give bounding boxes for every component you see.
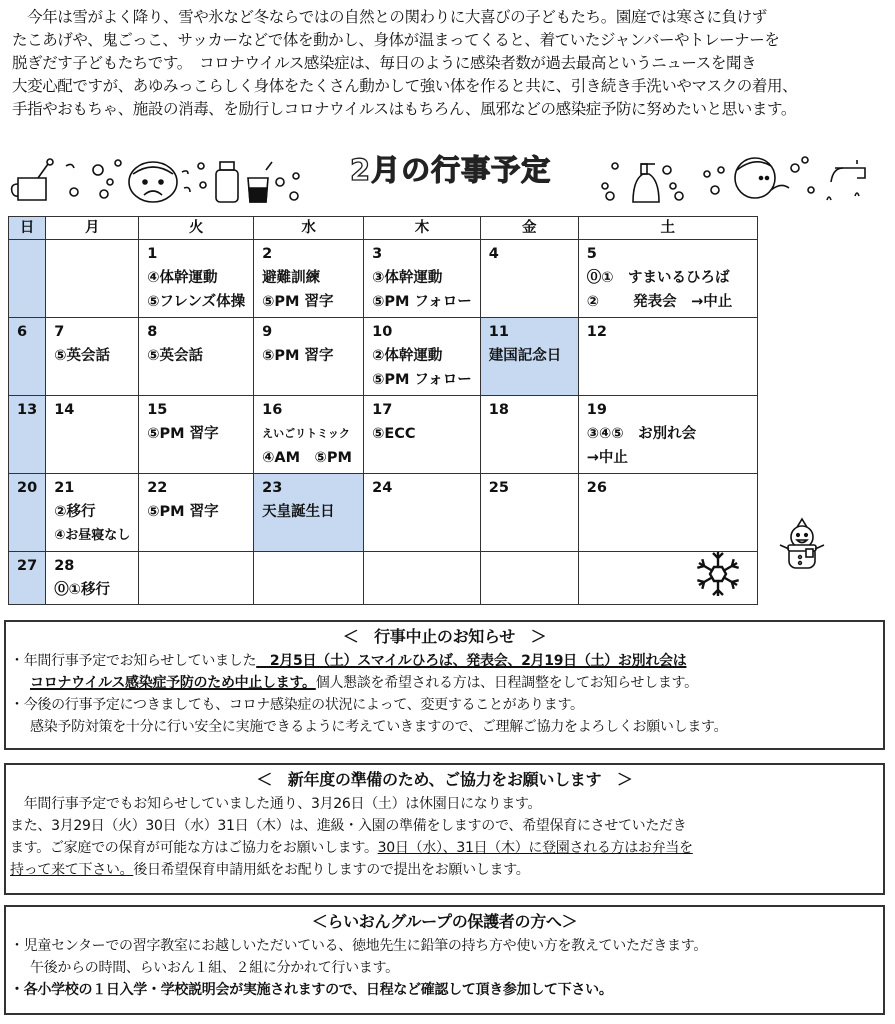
event-item: ⑤英会話: [147, 348, 203, 364]
calendar-week-row: [9, 318, 758, 396]
day-number: 18: [488, 402, 509, 418]
intro-paragraph: [12, 6, 882, 121]
event-item: ⓪①移行: [54, 582, 110, 598]
calendar-cell-tue: [139, 396, 254, 474]
day-number: 12: [586, 324, 607, 340]
day-number: 10: [372, 324, 393, 340]
day-number: 21: [54, 480, 75, 496]
schedule-banner: [0, 140, 895, 210]
day-number: 15: [147, 402, 168, 418]
calendar-cell-wed: [254, 318, 364, 396]
day-number: 24: [372, 480, 393, 496]
event-item: ④AM ⑤PM: [262, 450, 352, 466]
cup-icon: [12, 159, 53, 200]
intro-line: 脱ぎだす子どもたちです。 コロナウイルス感染症は、毎日のように感染者数が過去最高というニュースを聞き: [12, 54, 757, 72]
event-item: ⑤PM 習字: [262, 348, 334, 364]
day-number: 19: [586, 402, 607, 418]
new-year-line: [6, 859, 883, 881]
day-number: 20: [17, 480, 38, 496]
event-item: ⑤フレンズ体操: [147, 294, 246, 310]
lion-group-notice: [4, 905, 885, 1015]
event-item: ⓪① すまいるひろば: [586, 270, 730, 286]
day-number: 28: [54, 558, 75, 574]
lion-group-line: ・児童センターでの習字教室にお越しいただいている、徳地先生に鉛筆の持ち方や使い方を教えていただきます。: [10, 938, 708, 954]
cancellation-reason-text: コロナウイルス感染症予防のため中止します。: [30, 675, 316, 691]
cancellation-line: [6, 650, 883, 672]
day-number: 9: [262, 324, 273, 340]
weekday-sat: 土: [578, 217, 757, 240]
event-item: →中止: [586, 450, 628, 466]
snowman-icon: [776, 517, 828, 573]
calendar-cell-tue: [139, 240, 254, 318]
calendar-cell-wed: [254, 396, 364, 474]
snowflake-icon: [690, 546, 750, 602]
event-item: ②体幹運動: [372, 348, 443, 364]
calendar-week-row: [9, 240, 758, 318]
calendar-cell-mon: [46, 474, 139, 552]
weekday-sun: 日: [9, 217, 46, 240]
calendar-cell-wed: [254, 552, 364, 605]
new-year-line: [6, 837, 883, 859]
cancellation-text: 個人懇談を希望される方は、日程調整をしてお知らせします。: [315, 675, 698, 691]
calendar-cell-fri: [480, 396, 578, 474]
calendar-week-row: [9, 396, 758, 474]
calendar-cell-fri: [480, 318, 578, 396]
calendar-cell-sun: [9, 318, 46, 396]
calendar-cell-thu: [364, 318, 481, 396]
event-item: ⑤PM 習字: [262, 294, 334, 310]
flower-icon: [70, 165, 108, 198]
calendar-week-row: [9, 552, 758, 605]
event-cancellation-notice: [4, 620, 885, 750]
weekday-wed: 水: [254, 217, 364, 240]
day-number: 3: [372, 246, 383, 262]
new-year-line: 年間行事予定でもお知らせしていました通り、3月26日（土）は休園日になります。: [10, 796, 542, 812]
day-number: 11: [488, 324, 509, 340]
schedule-title: 2月の行事予定: [350, 153, 552, 187]
day-number: 5: [586, 246, 597, 262]
calendar-cell-wed: [254, 474, 364, 552]
cancellation-line: 感染予防対策を十分に行い安全に実施できるように考えていきますので、ご理解ご協力をよろしくお願いします。: [30, 719, 728, 735]
cancellation-line: [6, 672, 883, 694]
calendar-cell-sat: [578, 474, 757, 552]
day-number: 27: [17, 558, 38, 574]
event-item: ②移行: [54, 504, 96, 520]
crying-child-icon: [129, 162, 177, 202]
day-number: 7: [54, 324, 65, 340]
calendar-cell-fri: [480, 474, 578, 552]
event-item: ⑤ECC: [372, 426, 416, 442]
weekday-mon: 月: [46, 217, 139, 240]
calendar-cell-tue: [139, 318, 254, 396]
cancelled-events-text: 2月5日（土）スマイルひろば、発表会、2月19日（土）お別れ会は: [256, 653, 687, 669]
calendar-cell-sun: [9, 552, 46, 605]
day-number: 25: [488, 480, 509, 496]
day-number: 4: [488, 246, 499, 262]
lunch-notice-text: 30日（水）、31日（木）に登園される方はお弁当を: [377, 840, 693, 856]
event-item: ③④⑤ お別れ会: [586, 426, 697, 442]
cancellation-heading: ＜ 行事中止のお知らせ ＞: [342, 627, 547, 646]
lion-group-line: ・各小学校の１日入学・学校説明会が実施されますので、日程など確認して頂き参加して下さい。: [10, 982, 613, 998]
lunch-notice-text: 持って来て下さい。: [10, 862, 134, 878]
calendar-cell-fri: [480, 240, 578, 318]
intro-line: 大変心配ですが、あゆみっこらしく身体をたくさん動かして強い体を作ると共に、引き続き手洗いやマスクの着用、: [12, 77, 798, 95]
weekday-fri: 金: [480, 217, 578, 240]
event-item: ③体幹運動: [372, 270, 443, 286]
glass-icon: [248, 162, 272, 202]
day-number: 23: [262, 480, 283, 496]
calendar-cell-tue: [139, 474, 254, 552]
day-number: 8: [147, 324, 158, 340]
cancellation-text: ・年間行事予定でお知らせしていました: [10, 653, 257, 669]
calendar-cell-thu: [364, 474, 481, 552]
day-number: 13: [17, 402, 38, 418]
calendar-cell-sun: [9, 396, 46, 474]
calendar-cell-sun: [9, 240, 46, 318]
calendar-cell-mon: [46, 396, 139, 474]
holiday-name: 建国記念日: [488, 348, 562, 364]
calendar-week-row: [9, 474, 758, 552]
new-year-line: また、3月29日（火）30日（水）31日（木）は、進級・入園の準備をしますので、希望保育にさせていただき: [10, 818, 687, 834]
calendar-cell-wed: [254, 240, 364, 318]
calendar-cell-thu: [364, 552, 481, 605]
calendar-cell-mon: [46, 240, 139, 318]
day-number: 1: [147, 246, 158, 262]
day-number: 2: [262, 246, 273, 262]
event-item: ② 発表会 →中止: [586, 294, 733, 310]
day-number: 16: [262, 402, 283, 418]
calendar-cell-sat: [578, 318, 757, 396]
event-item: ⑤PM フォロー: [372, 372, 472, 388]
event-item: ⑤PM 習字: [147, 426, 219, 442]
calendar-cell-sat: [578, 396, 757, 474]
calendar-cell-thu: [364, 396, 481, 474]
day-number: 6: [17, 324, 28, 340]
soap-pump-icon: [633, 164, 659, 202]
event-item: ④体幹運動: [147, 270, 218, 286]
calendar-cell-fri: [480, 552, 578, 605]
calendar-cell-mon: [46, 318, 139, 396]
new-year-heading: ＜ 新年度の準備のため、ご協力をお願いします ＞: [256, 770, 633, 789]
cancellation-line: ・今後の行事予定につきましても、コロナ感染症の状況によって、変更することがあります。: [10, 697, 584, 713]
day-number: 14: [54, 402, 75, 418]
weekday-thu: 木: [364, 217, 481, 240]
event-item: ⑤PM 習字: [147, 504, 219, 520]
handwashing-illustrations-left: [8, 140, 308, 210]
bottle-icon: [216, 162, 238, 202]
child-handwashing-icon: [735, 158, 789, 198]
handwashing-illustrations-right: [595, 140, 895, 210]
calendar-cell-tue: [139, 552, 254, 605]
event-item: 避難訓練: [262, 270, 321, 286]
day-number: 22: [147, 480, 168, 496]
calendar-cell-sat: [578, 240, 757, 318]
intro-line: 手指やおもちゃ、施設の消毒、を励行しコロナウイルスはもちろん、風邪などの感染症予防に努めたいと思います。: [12, 100, 796, 118]
day-number: 17: [372, 402, 393, 418]
intro-line: 今年は雪がよく降り、雪や氷など冬ならではの自然との関わりに大喜びの子どもたち。園庭では寒さに負けず: [12, 8, 767, 26]
calendar-cell-mon: [46, 552, 139, 605]
event-item: ④お昼寝なし: [54, 528, 131, 543]
event-item: ⑤英会話: [54, 348, 110, 364]
event-item: ⑤PM フォロー: [372, 294, 472, 310]
calendar-cell-thu: [364, 240, 481, 318]
intro-line: たこあげや、鬼ごっこ、サッカーなどで体を動かし、身体が温まってくると、着ていたジャンバーやトレーナーを: [12, 31, 780, 49]
new-year-text: ます。ご家庭での保育が可能な方はご協力をお願いします。: [10, 840, 378, 856]
weekday-tue: 火: [139, 217, 254, 240]
weekday-header-row: [9, 217, 758, 240]
faucet-icon: [831, 160, 865, 182]
lion-group-heading: ＜らいおんグループの保護者の方へ＞: [311, 912, 578, 931]
holiday-name: 天皇誕生日: [262, 504, 335, 520]
event-item: えいごリトミック: [262, 427, 350, 440]
lion-group-line: 午後からの時間、らいおん１組、２組に分かれて行います。: [30, 960, 399, 976]
calendar-cell-sun: [9, 474, 46, 552]
new-year-preparation-notice: [4, 763, 885, 895]
new-year-text: 後日希望保育申請用紙をお配りしますので提出をお願いします。: [133, 862, 530, 878]
february-calendar: [8, 216, 758, 605]
day-number: 26: [586, 480, 607, 496]
